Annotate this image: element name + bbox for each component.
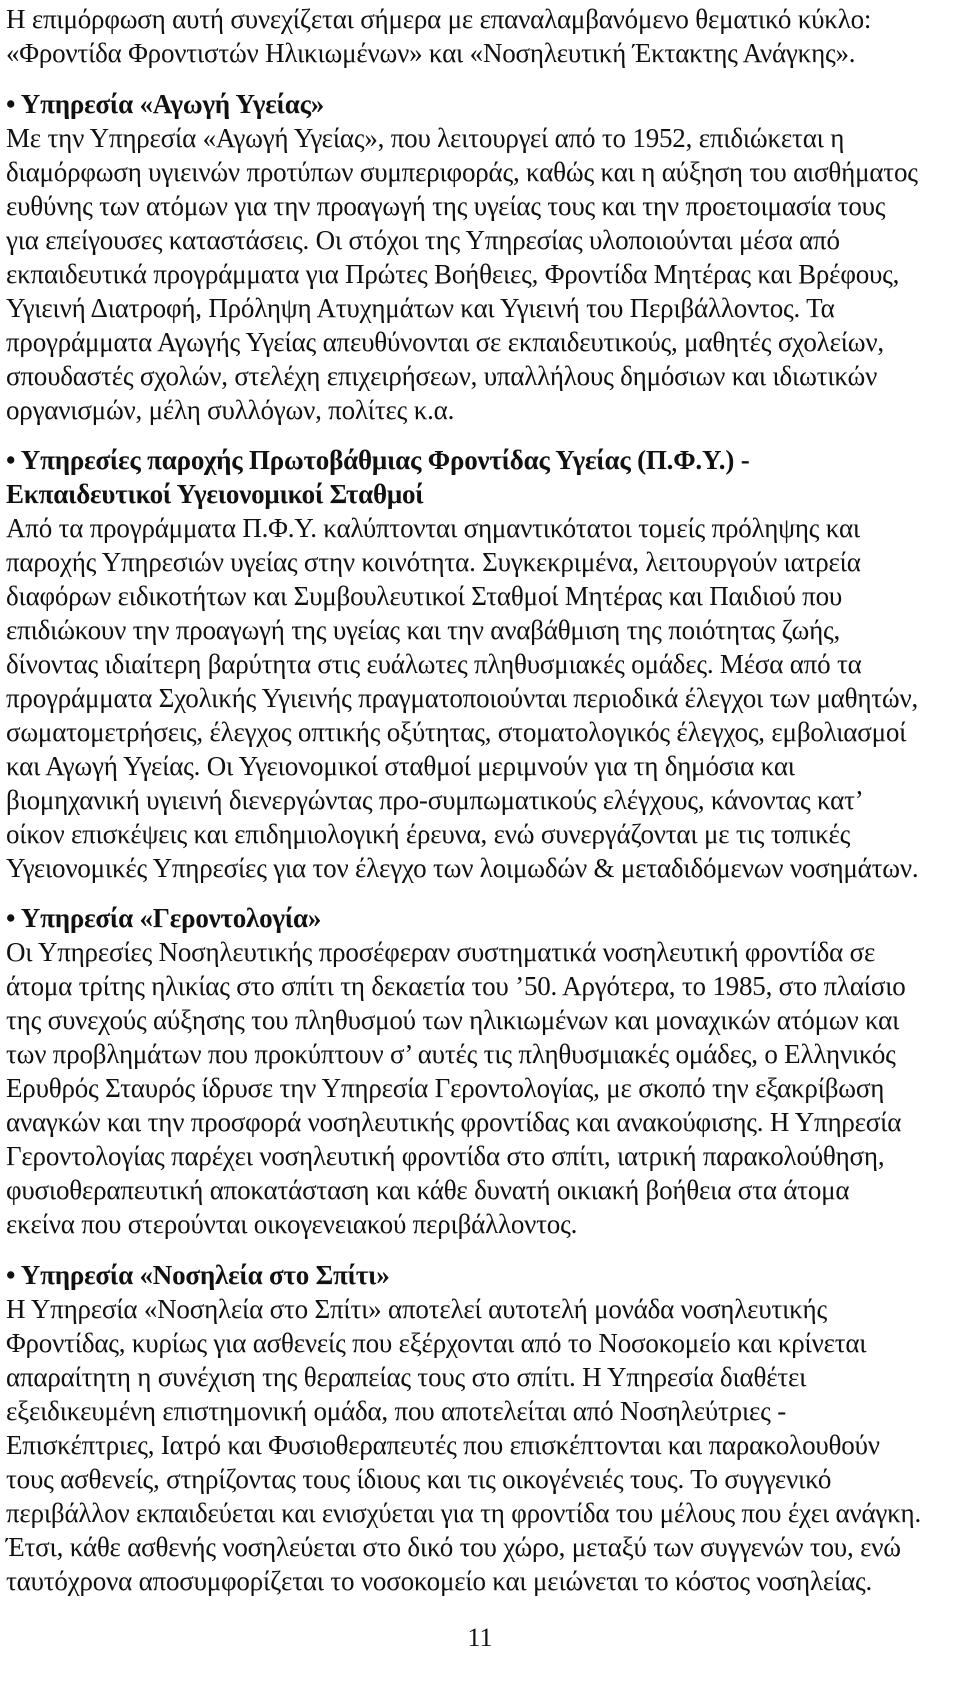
paragraph-line: επιδιώκουν την προαγωγή της υγείας και την αναβάθμιση της ποιότητας ζωής,	[6, 615, 841, 645]
paragraph-line: Ερυθρός Σταυρός ίδρυσε την Υπηρεσία Γεροντολογίας, με σκοπό την εξακρίβωση	[6, 1073, 885, 1103]
paragraph-line: οργανισμών, μέλη συλλόγων, πολίτες κ.α.	[6, 395, 455, 425]
paragraph-line: εξειδικευμένη επιστημονική ομάδα, που αποτελείται από Νοσηλεύτριες -	[6, 1396, 787, 1426]
paragraph-line: σπουδαστές σχολών, στελέχη επιχειρήσεων, υπαλλήλους δημόσιων και ιδιωτικών	[6, 361, 878, 391]
paragraph-line: Υγιεινή Διατροφή, Πρόληψη Ατυχημάτων και Υγιεινή του Περιβάλλοντος. Τα	[6, 293, 835, 323]
page-number: 11	[467, 1623, 493, 1652]
intro-line: Η επιμόρφωση αυτή συνεχίζεται σήμερα με επαναλαμβανόμενο θεματικό κύκλο:	[6, 4, 872, 34]
paragraph-line: Έτσι, κάθε ασθενής νοσηλεύεται στο δικό του χώρο, μεταξύ των συγγενών του, ενώ	[6, 1532, 901, 1562]
paragraph-line: απαραίτητη η συνέχιση της θεραπείας τους στο σπίτι. Η Υπηρεσία διαθέτει	[6, 1362, 807, 1392]
paragraph-line: Από τα προγράμματα Π.Φ.Υ. καλύπτονται σημαντικότατοι τομείς πρόληψης και	[6, 513, 860, 543]
paragraph-line: ταυτόχρονα αποσυμφορίζεται το νοσοκομείο και μειώνεται το κόστος νοσηλείας.	[6, 1566, 873, 1596]
paragraph-line: της συνεχούς αύξησης του πληθυσμού των ηλικιωμένων και μοναχικών ατόμων και	[6, 1005, 900, 1035]
paragraph-line: διαφόρων ειδικοτήτων και Συμβουλευτικοί Σταθμοί Μητέρας και Παιδιού που	[6, 581, 843, 611]
paragraph-line: άτομα τρίτης ηλικίας στο σπίτι τη δεκαετία του ’50. Αργότερα, το 1985, στο πλαίσιο	[6, 971, 906, 1001]
paragraph-line: αναγκών και την προσφορά νοσηλευτικής φροντίδας και ανακούφισης. Η Υπηρεσία	[6, 1107, 902, 1137]
paragraph-line: Η Υπηρεσία «Νοσηλεία στο Σπίτι» αποτελεί αυτοτελή μονάδα νοσηλευτικής	[6, 1294, 827, 1324]
paragraph-line: δίνοντας ιδιαίτερη βαρύτητα στις ευάλωτες πληθυσμιακές ομάδες. Μέσα από τα	[6, 649, 862, 679]
paragraph-line: εκπαιδευτικά προγράμματα για Πρώτες Βοήθειες, Φροντίδα Μητέρας και Βρέφους,	[6, 259, 900, 289]
paragraph-line: Οι Υπηρεσίες Νοσηλευτικής προσέφεραν συστηματικά νοσηλευτική φροντίδα σε	[6, 937, 876, 967]
paragraph-line: φυσιοθεραπευτική αποκατάσταση και κάθε δυνατή οικιακή βοήθεια στα άτομα	[6, 1175, 850, 1205]
section-heading: • Υπηρεσίες παροχής Πρωτοβάθμιας Φροντίδας Υγείας (Π.Φ.Υ.) -	[6, 445, 750, 475]
paragraph-line: Υγειονομικές Υπηρεσίες για τον έλεγχο των λοιμωδών & μεταδιδόμενων νοσημάτων.	[6, 853, 919, 883]
paragraph-line: Επισκέπτριες, Ιατρό και Φυσιοθεραπευτές που επισκέπτονται και παρακολουθούν	[6, 1430, 880, 1460]
paragraph-line: βιομηχανική υγιεινή διενεργώντας προ-συμπωματικούς ελέγχους, κάνοντας κατ’	[6, 785, 864, 815]
paragraph-line: διαμόρφωση υγιεινών προτύπων συμπεριφοράς, καθώς και η αύξηση του αισθήματος	[6, 157, 918, 187]
paragraph-line: των προβλημάτων που προκύπτουν σ’ αυτές τις πληθυσμιακές ομάδες, ο Ελληνικός	[6, 1039, 896, 1069]
section-heading: • Υπηρεσία «Γεροντολογία»	[6, 903, 322, 933]
paragraph-line: ευθύνης των ατόμων για την προαγωγή της υγείας τους και την προετοιμασία τους	[6, 191, 886, 221]
paragraph-line: περιβάλλον εκπαιδεύεται και ενισχύεται για τη φροντίδα του μέλους που έχει ανάγκη.	[6, 1498, 922, 1528]
paragraph-line: τους ασθενείς, στηρίζοντας τους ίδιους και τις οικογένειές τους. Το συγγενικό	[6, 1464, 832, 1494]
paragraph-line: προγράμματα Αγωγής Υγείας απευθύνονται σε εκπαιδευτικούς, μαθητές σχολείων,	[6, 327, 884, 357]
paragraph-line: Φροντίδας, κυρίως για ασθενείς που εξέρχονται από το Νοσοκομείο και κρίνεται	[6, 1328, 867, 1358]
section-heading: • Υπηρεσία «Αγωγή Υγείας»	[6, 89, 325, 119]
section-heading: Εκπαιδευτικοί Υγειονομικοί Σταθμοί	[6, 479, 424, 509]
intro-line: «Φροντίδα Φροντιστών Ηλικιωμένων» και «Νοσηλευτική Έκτακτης Ανάγκης».	[6, 38, 856, 68]
paragraph-line: για επείγουσες καταστάσεις. Οι στόχοι της Υπηρεσίας υλοποιούνται μέσα από	[6, 225, 840, 255]
paragraph-line: οίκον επισκέψεις και επιδημιολογική έρευνα, ενώ συνεργάζονται με τις τοπικές	[6, 819, 851, 849]
section-heading: • Υπηρεσία «Νοσηλεία στο Σπίτι»	[6, 1260, 390, 1290]
paragraph-line: Με την Υπηρεσία «Αγωγή Υγείας», που λειτουργεί από το 1952, επιδιώκεται η	[6, 123, 845, 153]
paragraph-line: εκείνα που στερούνται οικογενειακού περιβάλλοντος.	[6, 1209, 578, 1239]
paragraph-line: σωματομετρήσεις, έλεγχος οπτικής οξύτητας, στοματολογικός έλεγχος, εμβολιασμοί	[6, 717, 907, 747]
paragraph-line: Γεροντολογίας παρέχει νοσηλευτική φροντίδα στο σπίτι, ιατρική παρακολούθηση,	[6, 1141, 885, 1171]
paragraph-line: και Αγωγή Υγείας. Οι Υγειονομικοί σταθμοί μεριμνούν για τη δημόσια και	[6, 751, 795, 781]
paragraph-line: προγράμματα Σχολικής Υγιεινής πραγματοποιούνται περιοδικά έλεγχοι των μαθητών,	[6, 683, 919, 713]
paragraph-line: παροχής Υπηρεσιών υγείας στην κοινότητα. Συγκεκριμένα, λειτουργούν ιατρεία	[6, 547, 861, 577]
